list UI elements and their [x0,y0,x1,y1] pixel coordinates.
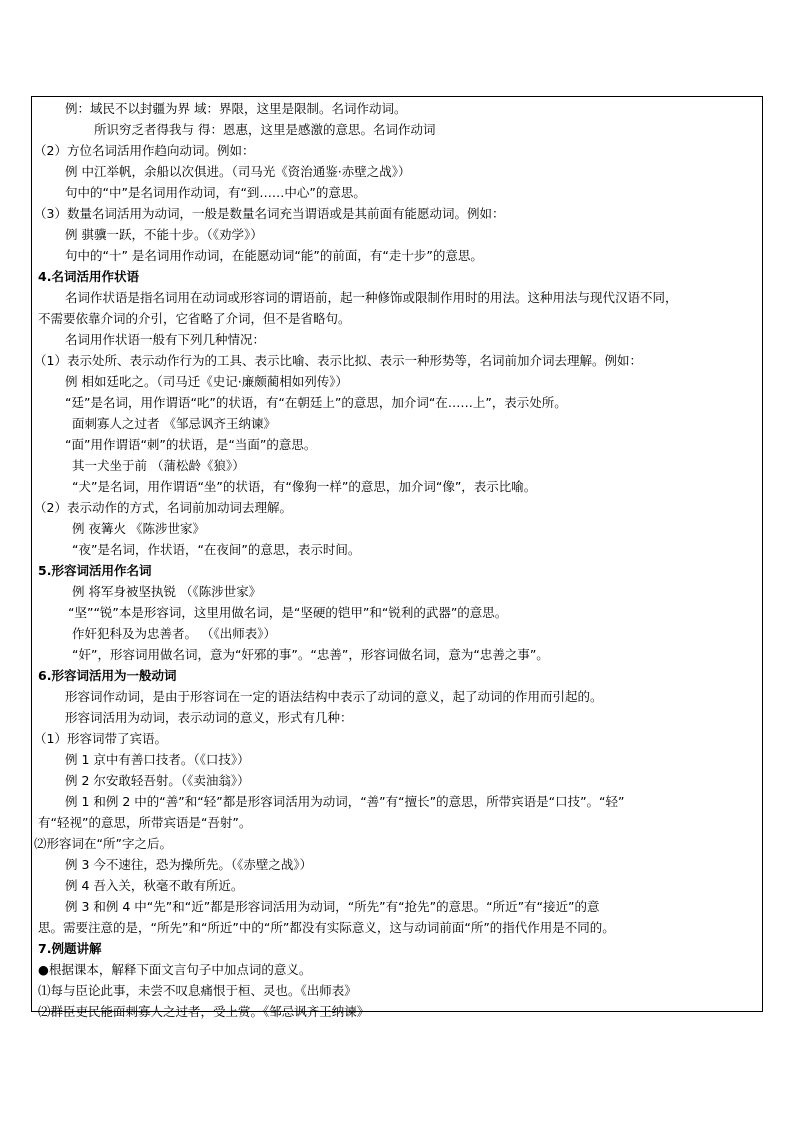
text-line: 句中的“十” 是名词用作动词，在能愿动词“能”的前面，有“走十步”的意思。 [65,248,483,263]
text-line: ⑵群臣吏民能面刺寡人之过者，受上赏。《邹忌讽齐王纳谏》 [38,1004,370,1019]
text-line: 例 4 吾入关，秋毫不敢有所近。 [65,878,244,893]
text-line: 思。需要注意的是，“所先”和“所近”中的“所”都没有实际意义，这与动词前面“所”的指代作用是不同的。 [38,920,615,935]
text-line: “夜”是名词，作状语，“在夜间”的意思，表示时间。 [72,542,361,557]
text-line: “犬”是名词，用作谓语“坐”的状语，有“像狗一样”的意思，加介词“像”，表示比喻。 [72,479,537,494]
text-line: 例 2 尔安敢轻吾射。（《卖油翁》） [65,773,250,788]
text-line: 例 相如廷叱之。（司马迁《史记·廉颇蔺相如列传》） [65,374,348,389]
text-line: 作奸犯科及为忠善者。 （《出师表》） [72,626,276,641]
text-line: 例 中江举帆，余船以次俱进。（司马光《资治通鉴·赤壁之战》） [65,164,411,179]
text-line: （2）方位名词活用作趋向动词。例如： [34,143,255,158]
text-line: 例 3 和例 4 中“先”和“近”都是形容词活用为动词，“所先”有“抢先”的意思。“所近”有“接近”的意 [65,899,600,914]
text-line: 例 夜篝火 《陈涉世家》 [72,521,205,536]
text-line: 例 1 和例 2 中的“善”和“轻”都是形容词活用为动词，“善”有“擅长”的意思，所带宾语是“口技”。“轻” [65,794,625,809]
text-line: 句中的“中”是名词用作动词，有“到……中心”的意思。 [65,185,366,200]
text-line: 例 骐骥一跃，不能十步。（《劝学》） [65,227,263,242]
text-line: “奸”，形容词用做名词，意为“奸邪的事”。“忠善”，形容词做名词，意为“忠善之事”。 [72,647,549,662]
text-line: 面刺寡人之过者 《邹忌讽齐王纳谏》 [72,416,276,431]
text-line: 有“轻视”的意思，所带宾语是“吾射”。 [38,815,252,830]
section-heading: 7.例题讲解 [38,941,102,956]
text-line: 名词作状语是指名词用在动词或形容词的谓语前，起一种修饰或限制作用时的用法。这种用法与现代汉语不同， [65,290,678,305]
text-line: “坚”“锐”本是形容词，这里用做名词，是“坚硬的铠甲”和“锐利的武器”的意思。 [68,605,508,620]
text-line: “廷”是名词，用作谓语“叱”的状语，有“在朝廷上”的意思，加介词“在……上”，表示处所。 [65,395,567,410]
text-line: （3）数量名词活用为动词，一般是数量名词充当谓语或是其前面有能愿动词。例如： [34,206,505,221]
text-line: 形容词活用为动词，表示动词的意义，形式有几种： [65,710,353,725]
text-line: 例 3 今不速往，恐为操所先。（《赤壁之战》） [65,857,313,872]
text-line: 其一犬坐于前 （蒲松龄《狼》） [72,458,245,473]
text-line: 名词用作状语一般有下列几种情况： [65,332,266,347]
text-line: “面”用作谓语“刺”的状语，是“当面”的意思。 [65,437,317,452]
text-line: 形容词作动词，是由于形容词在一定的语法结构中表示了动词的意义，起了动词的作用而引起的。 [65,689,603,704]
section-heading: 4.名词活用作状语 [38,269,139,284]
text-line: 不需要依靠介词的介引，它省略了介词，但不是省略句。 [38,311,351,326]
text-line: （1）形容词带了宾语。 [34,731,167,746]
text-line: 例 1 京中有善口技者。（《口技》） [65,752,250,767]
text-line: ●根据课本，解释下面文言句子中加点词的意义。 [38,962,312,977]
text-line: 例：域民不以封疆为界 域：界限，这里是限制。名词作动词。 [65,101,407,116]
text-line: ⑴每与臣论此事，未尝不叹息痛恨于桓、灵也。《出师表》 [38,983,357,998]
content-frame [31,96,763,1019]
text-line: （1）表示处所、表示动作行为的工具、表示比喻、表示比拟、表示一种形势等，名词前加介词去理解。例如： [34,353,642,368]
section-heading: 6.形容词活用为一般动词 [38,668,177,683]
section-heading: 5.形容词活用作名词 [38,563,152,578]
text-line: ⑵形容词在“所”字之后。 [34,836,172,851]
text-line: 所识穷乏者得我与 得：恩惠，这里是感激的意思。名词作动词 [94,122,436,137]
text-line: （2）表示动作的方式，名词前加动词去理解。 [34,500,292,515]
text-line: 例 将军身被坚执锐 （《陈涉世家》 [72,584,262,599]
